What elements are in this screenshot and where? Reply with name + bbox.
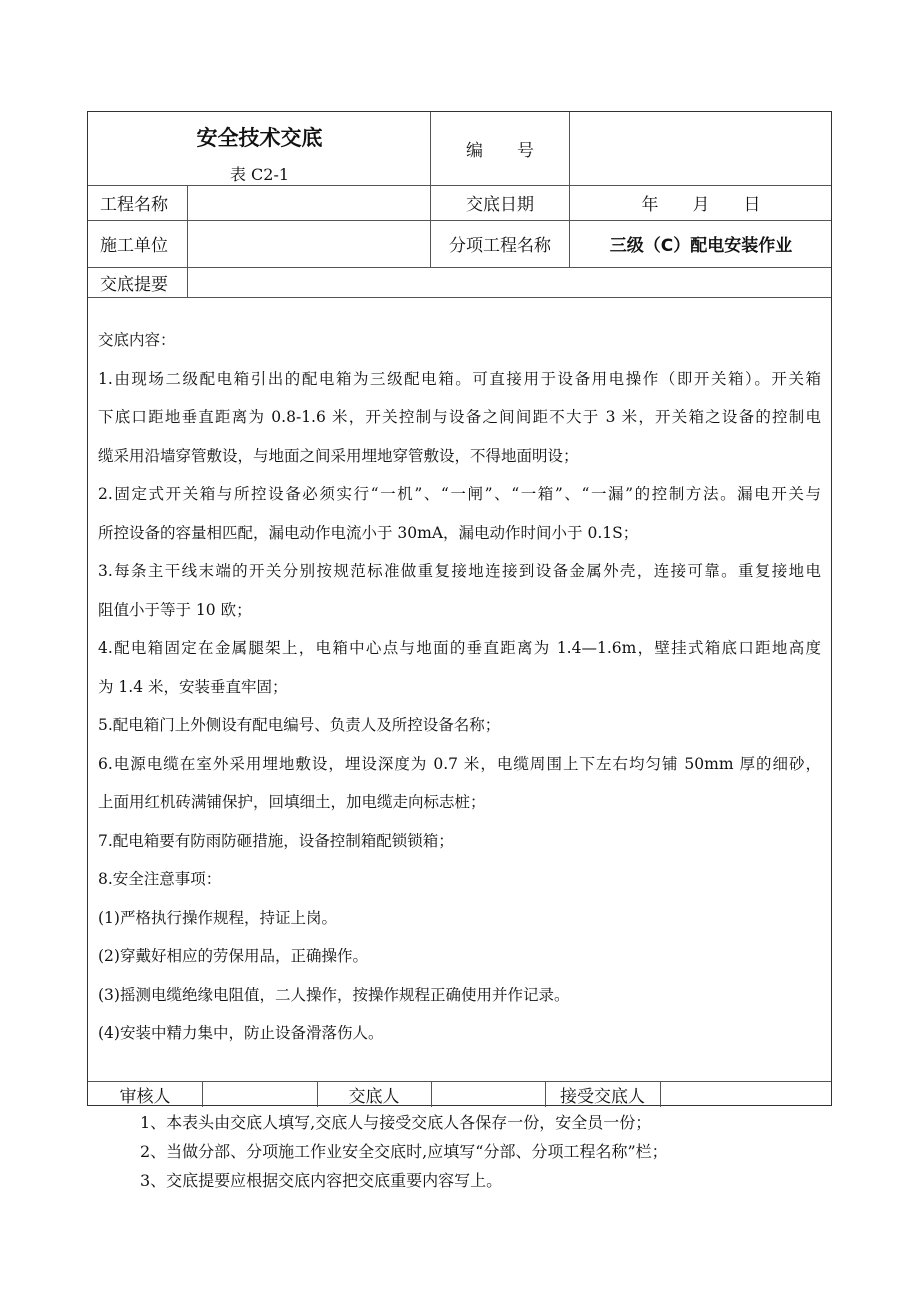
presenter-field[interactable] <box>432 1081 545 1107</box>
summary-field[interactable] <box>188 267 828 297</box>
number-field[interactable] <box>570 112 832 185</box>
content-line: 为 1.4 米，安装垂直牢固； <box>98 677 288 696</box>
note: 2、当做分部、分项施工作业安全交底时,应填写“分部、分项工程名称”栏； <box>140 1142 668 1161</box>
content-line: 下底口距地垂直距离为 0.8-1.6 米，开关控制与设备之间间距不大于 3 米，开关箱之设备的控制电 <box>98 408 821 426</box>
content-line: 5.配电箱门上外侧设有配电编号、负责人及所控设备名称； <box>98 716 501 734</box>
receiver-label: 接受交底人 <box>560 1086 645 1107</box>
content-line: 6.电源电缆在室外采用埋地敷设，埋设深度为 0.7 米，电缆周围上下左右均匀铺 50mm 厚的细砂， <box>98 754 821 773</box>
date-field[interactable]: 年 月 日 <box>641 195 761 215</box>
content-line: (3)摇测电缆绝缘电阻值，二人操作，按操作规程正确使用并作记录。 <box>98 985 570 1004</box>
summary-label: 交底提要 <box>100 274 168 295</box>
content-line: 8.安全注意事项： <box>98 870 222 888</box>
safety-briefing-form <box>87 111 832 1106</box>
subitem-label: 分项工程名称 <box>449 236 551 256</box>
content-line: 所控设备的容量相匹配，漏电动作电流小于 30mA，漏电动作时间小于 0.1S； <box>98 523 639 542</box>
subitem-field[interactable]: 三级（C）配电安装作业 <box>609 236 793 256</box>
content-line: 2.固定式开关箱与所控设备必须实行“一机”、“一闸”、“一箱”、“一漏”的控制方法。漏电开关与 <box>98 485 821 503</box>
date-label: 交底日期 <box>466 195 534 215</box>
content-line: (1)严格执行操作规程，持证上岗。 <box>98 908 337 927</box>
number-label: 编 号 <box>466 141 534 161</box>
project-name-field[interactable] <box>188 185 430 220</box>
content-line: (4)安装中精力集中，防止设备滑落伤人。 <box>98 1024 384 1042</box>
note: 1、本表头由交底人填写,交底人与接受交底人各保存一份，安全员一份； <box>140 1113 652 1132</box>
presenter-label: 交底人 <box>348 1086 400 1107</box>
content-line: 4.配电箱固定在金属腿架上，电箱中心点与地面的垂直距离为 1.4—1.6m，壁挂式箱底口距地高度 <box>98 639 821 657</box>
reviewer-field[interactable] <box>203 1081 317 1107</box>
content-line: 阻值小于等于 10 欧； <box>98 600 252 619</box>
content-line: 缆采用沿墙穿管敷设，与地面之间采用埋地穿管敷设，不得地面明设； <box>98 446 579 465</box>
unit-label: 施工单位 <box>100 236 168 256</box>
unit-field[interactable] <box>188 220 430 267</box>
form-number: 表 C2-1 <box>229 165 290 184</box>
divider <box>88 297 831 298</box>
form-title: 安全技术交底 <box>196 126 323 150</box>
briefing-content <box>98 321 821 1053</box>
project-name-label: 工程名称 <box>100 195 168 215</box>
content-line: 7.配电箱要有防雨防砸措施，设备控制箱配锁锁箱； <box>98 831 454 850</box>
content-line: 上面用红机砖满铺保护，回填细土，加电缆走向标志桩； <box>98 793 486 811</box>
content-heading: 交底内容： <box>98 331 176 349</box>
receiver-field[interactable] <box>661 1081 831 1107</box>
note: 3、交底提要应根据交底内容把交底重要内容写上。 <box>140 1171 503 1190</box>
content-line: 3.每条主干线末端的开关分别按规范标准做重复接地连接到设备金属外壳，连接可靠。重复接地电 <box>98 562 821 580</box>
content-line: (2)穿戴好相应的劳保用品，正确操作。 <box>98 947 368 965</box>
content-line: 1.由现场二级配电箱引出的配电箱为三级配电箱。可直接用于设备用电操作（即开关箱）。开关箱 <box>98 369 821 388</box>
form-notes <box>140 1108 668 1195</box>
reviewer-label: 审核人 <box>119 1086 171 1107</box>
